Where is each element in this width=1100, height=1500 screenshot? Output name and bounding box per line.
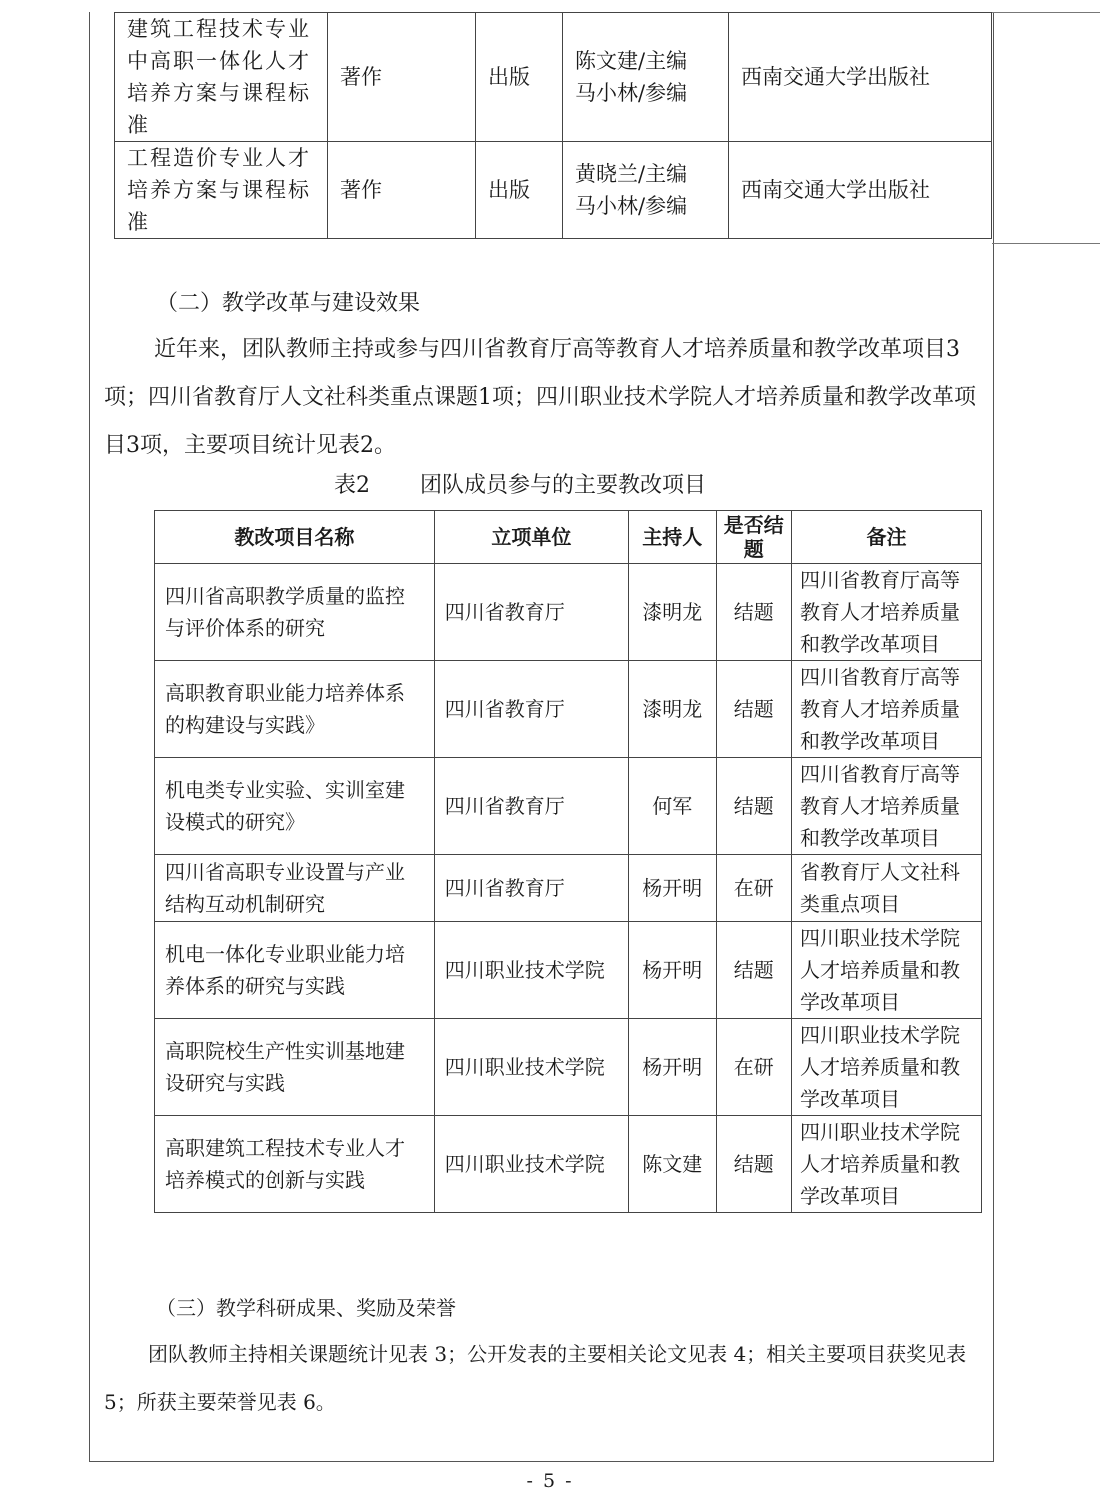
publication-type: 著作	[328, 13, 476, 142]
table-2-number: 表2	[334, 473, 370, 498]
project-name: 高职院校生产性实训基地建设研究与实践	[155, 1019, 435, 1116]
project-host: 杨开明	[628, 855, 716, 922]
author-line: 黄晓兰/主编	[575, 162, 688, 186]
section-3-paragraph: 团队教师主持相关课题统计见表 3；公开发表的主要相关论文见表 4；相关主要项目获奖见表 5；所获主要荣誉见表 6。	[104, 1342, 967, 1414]
project-name: 高职建筑工程技术专业人才培养模式的创新与实践	[155, 1116, 435, 1213]
project-host: 陈文建	[628, 1116, 716, 1213]
project-status: 结题	[716, 1116, 791, 1213]
project-remarks: 四川省教育厅高等教育人才培养质量和教学改革项目	[791, 661, 981, 758]
publications-table	[114, 12, 992, 239]
header-host: 主持人	[628, 511, 716, 564]
header-remarks: 备注	[791, 511, 981, 564]
project-name: 机电一体化专业职业能力培养体系的研究与实践	[155, 922, 435, 1019]
header-concluded: 是否结题	[716, 511, 791, 564]
project-unit: 四川职业技术学院	[434, 1116, 628, 1213]
project-remarks: 省教育厅人文社科类重点项目	[791, 855, 981, 922]
publication-publisher: 西南交通大学出版社	[729, 142, 992, 239]
publication-title: 工程造价专业人才培养方案与课程标准	[115, 142, 328, 239]
section-2-paragraph: 近年来，团队教师主持或参与四川省教育厅高等教育人才培养质量和教学改革项目3项；四川省教育厅人文社科类重点课题1项；四川职业技术学院人才培养质量和教学改革项目3项，主要项目统计见表2。	[104, 337, 976, 458]
table-2-caption	[334, 468, 756, 499]
project-name: 高职教育职业能力培养体系的构建设与实践》	[155, 661, 435, 758]
author-line: 马小林/参编	[575, 81, 688, 105]
project-status: 结题	[716, 661, 791, 758]
publication-type: 著作	[328, 142, 476, 239]
section-2-heading: （二）教学改革与建设效果	[156, 291, 421, 316]
project-unit: 四川省教育厅	[434, 564, 628, 661]
project-unit: 四川省教育厅	[434, 758, 628, 855]
author-line: 陈文建/主编	[575, 49, 688, 73]
project-unit: 四川省教育厅	[434, 855, 628, 922]
table-2-title: 团队成员参与的主要教改项目	[420, 473, 707, 498]
table-row	[115, 142, 992, 239]
project-remarks: 四川职业技术学院人才培养质量和教学改革项目	[791, 922, 981, 1019]
project-name: 机电类专业实验、实训室建设模式的研究》	[155, 758, 435, 855]
project-status: 结题	[716, 564, 791, 661]
project-name: 四川省高职专业设置与产业结构互动机制研究	[155, 855, 435, 922]
section-3-heading: （三）教学科研成果、奖励及荣誉	[156, 1296, 456, 1320]
author-line: 马小林/参编	[575, 194, 688, 218]
table-row	[155, 922, 982, 1019]
header-unit: 立项单位	[434, 511, 628, 564]
project-name: 四川省高职教学质量的监控与评价体系的研究	[155, 564, 435, 661]
publication-authors	[563, 13, 729, 142]
table-header-row	[155, 511, 982, 564]
project-remarks: 四川职业技术学院人才培养质量和教学改革项目	[791, 1116, 981, 1213]
project-status: 在研	[716, 855, 791, 922]
project-remarks: 四川省教育厅高等教育人才培养质量和教学改革项目	[791, 758, 981, 855]
project-host: 何军	[628, 758, 716, 855]
project-host: 杨开明	[628, 1019, 716, 1116]
project-host: 漆明龙	[628, 564, 716, 661]
table-row	[155, 1116, 982, 1213]
publication-authors	[563, 142, 729, 239]
right-margin-lines	[992, 12, 1100, 244]
project-host: 杨开明	[628, 922, 716, 1019]
project-remarks: 四川省教育厅高等教育人才培养质量和教学改革项目	[791, 564, 981, 661]
page-number: - 5 -	[526, 1470, 574, 1492]
table-row	[115, 13, 992, 142]
table-row	[155, 1019, 982, 1116]
project-unit: 四川省教育厅	[434, 661, 628, 758]
project-status: 结题	[716, 758, 791, 855]
publication-title: 建筑工程技术专业中高职一体化人才培养方案与课程标准	[115, 13, 328, 142]
header-project-name: 教改项目名称	[155, 511, 435, 564]
project-remarks: 四川职业技术学院人才培养质量和教学改革项目	[791, 1019, 981, 1116]
reform-projects-table	[154, 510, 982, 1213]
table-row	[155, 758, 982, 855]
table-row	[155, 661, 982, 758]
table-row	[155, 564, 982, 661]
project-unit: 四川职业技术学院	[434, 1019, 628, 1116]
publication-publisher: 西南交通大学出版社	[729, 13, 992, 142]
project-unit: 四川职业技术学院	[434, 922, 628, 1019]
publication-status: 出版	[476, 142, 563, 239]
table-row	[155, 855, 982, 922]
publication-status: 出版	[476, 13, 563, 142]
project-status: 在研	[716, 1019, 791, 1116]
project-status: 结题	[716, 922, 791, 1019]
project-host: 漆明龙	[628, 661, 716, 758]
